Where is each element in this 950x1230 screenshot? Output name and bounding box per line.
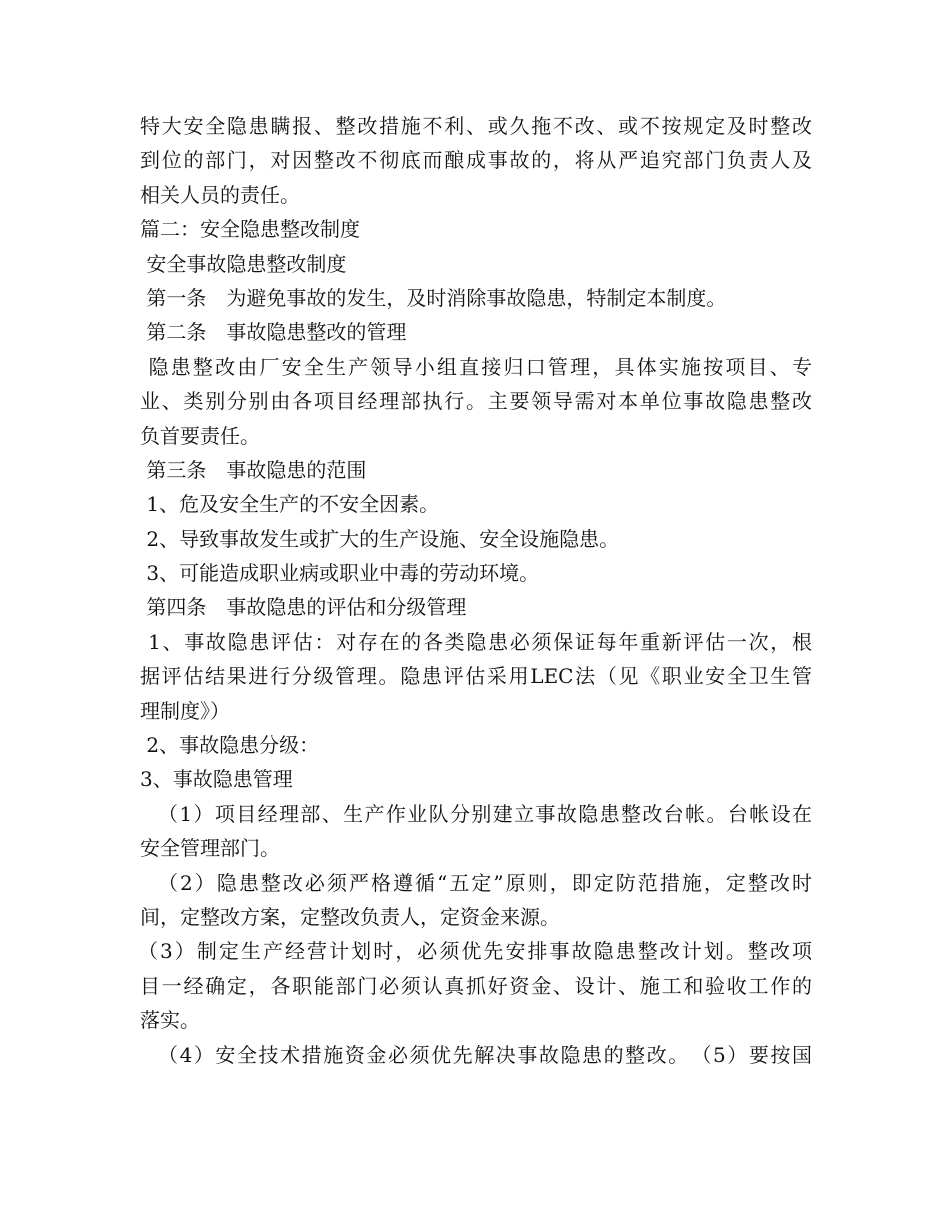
text-line: 间，定整改方案，定整改负责人，定资金来源。 — [140, 904, 560, 929]
text-line: 第四条 事故隐患的评估和分级管理 — [140, 595, 467, 620]
text-line: 安全事故隐患整改制度 — [140, 251, 347, 276]
text-line: 第二条 事故隐患整改的管理 — [140, 320, 407, 345]
text-line: 负首要责任。 — [140, 423, 260, 448]
text-line: 到位的部门，对因整改不彻底而酿成事故的，将从严追究部门负责人及 — [140, 148, 812, 173]
text-line: 第三条 事故隐患的范围 — [140, 457, 367, 482]
document-body — [140, 109, 812, 1072]
text-line: （1）项目经理部、生产作业队分别建立事故隐患整改台帐。台帐设在 — [158, 801, 812, 826]
text-line: 2、事故隐患分级： — [140, 733, 320, 758]
text-line: 1、危及安全生产的不安全因素。 — [140, 492, 440, 517]
text-line: 安全管理部门。 — [140, 836, 280, 861]
text-line: 第一条 为避免事故的发生，及时消除事故隐患，特制定本制度。 — [140, 285, 727, 310]
text-line: 业、类别分别由各项目经理部执行。主要领导需对本单位事故隐患整改 — [140, 389, 812, 414]
text-line: 1、事故隐患评估：对存在的各类隐患必须保证每年重新评估一次，根 — [140, 629, 812, 654]
text-line: 3、可能造成职业病或职业中毒的劳动环境。 — [140, 561, 540, 586]
text-line: （2）隐患整改必须严格遵循“五定”原则，即定防范措施，定整改时 — [158, 870, 812, 895]
text-line: 据评估结果进行分级管理。隐患评估采用LEC法（见《职业安全卫生管 — [140, 664, 812, 689]
text-line: 隐患整改由厂安全生产领导小组直接归口管理，具体实施按项目、专 — [140, 354, 812, 379]
text-line: 相关人员的责任。 — [140, 182, 300, 207]
text-line: 篇二：安全隐患整改制度 — [140, 217, 360, 242]
text-line: （3）制定生产经营计划时，必须优先安排事故隐患整改计划。整改项 — [138, 939, 812, 964]
text-line: 3、事故隐患管理 — [140, 767, 293, 792]
text-line: 理制度》） — [140, 698, 230, 723]
text-line: （4）安全技术措施资金必须优先解决事故隐患的整改。 （5）要按国 — [158, 1042, 812, 1067]
text-line: 目一经确定，各职能部门必须认真抓好资金、设计、施工和验收工作的 — [140, 973, 812, 998]
text-line: 2、导致事故发生或扩大的生产设施、安全设施隐患。 — [140, 526, 620, 551]
text-line: 落实。 — [140, 1008, 200, 1033]
text-line: 特大安全隐患瞒报、整改措施不利、或久拖不改、或不按规定及时整改 — [140, 114, 812, 138]
